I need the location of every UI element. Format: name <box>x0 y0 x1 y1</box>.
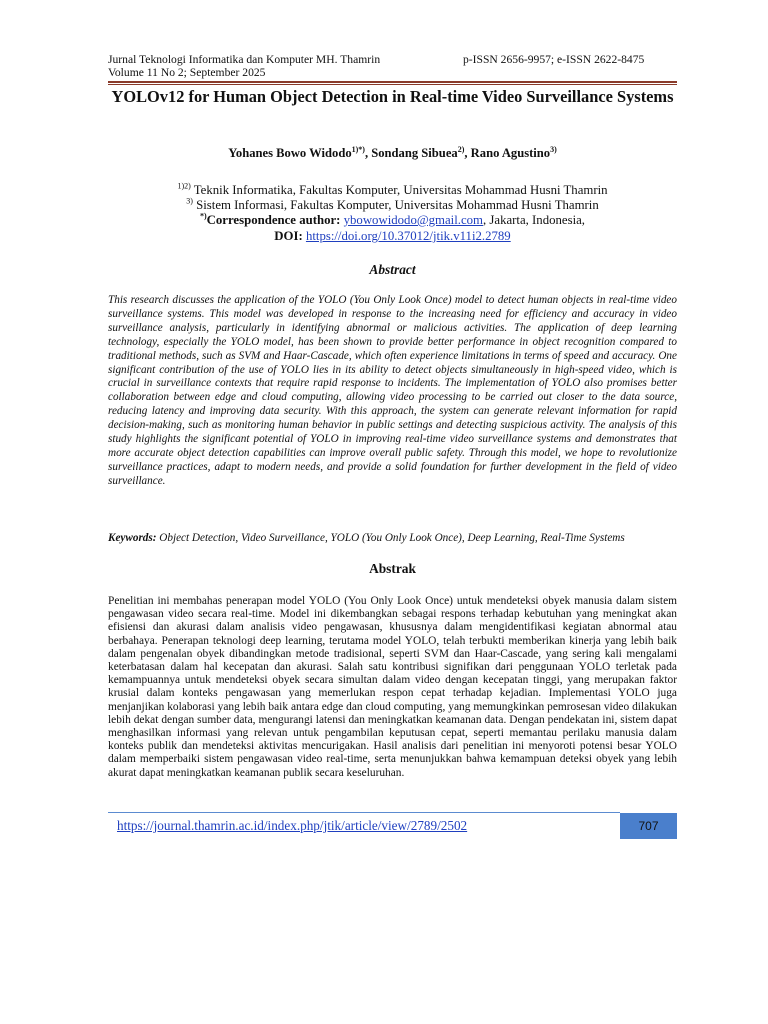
author-separator: , <box>464 146 471 160</box>
keywords-text: Object Detection, Video Surveillance, YOLO (You Only Look Once), Deep Learning, Real-Time Systems <box>156 532 625 544</box>
affiliation-text: Teknik Informatika, Fakultas Komputer, Universitas Mohammad Husni Thamrin <box>190 183 608 197</box>
abstract-body: This research discusses the application of the YOLO (You Only Look Once) model to detect human objects in real-time video surveillance systems. This model was developed in response to the increasing need for efficiency and accuracy in video surveillance analysis, particularly in identifying abnormal or malicious activities. The application of deep learning technology, especially the YOLO model, has been shown to provide better performance in object recognition compared to traditional methods, such as SVM and Haar-Cascade, which often experience limitations in terms of speed and accuracy. One significant contribution of the use of YOLO lies in its ability to detect objects simultaneously in high-speed video, which is crucial in surveillance contexts that require rapid response to incidents. The implementation of YOLO also promises better collaboration between edge and cloud computing, allowing video processing to be carried out closer to the data source, reducing latency and improving data security. With this approach, the system can generate relevant information for rapid decision-making, such as monitoring human behavior in public settings and detecting suspicious activity. The analysis of this study highlights the significant potential of YOLO in improving real-time video surveillance systems and demonstrates that more accurate object detection capabilities can improve overall public safety. Through this model, we hope to revolutionize surveillance practices, adapt to modern needs, and provide a solid foundation for further development in the field of video surveillance. <box>108 294 677 487</box>
doi-label: DOI: <box>274 229 306 243</box>
header-rule-thin <box>108 84 677 85</box>
paper-title: YOLOv12 for Human Object Detection in Real-time Video Surveillance Systems <box>111 87 674 106</box>
page-number-box <box>620 813 677 839</box>
keywords-label: Keywords: <box>108 532 157 544</box>
affiliation-2 <box>108 197 677 213</box>
author-sup: 2) <box>457 144 465 154</box>
affiliation-sup: 1)2) <box>177 181 191 191</box>
correspondence-location: , Jakarta, Indonesia, <box>483 213 585 227</box>
footer-article-link[interactable]: https://journal.thamrin.ac.id/index.php/jtik/article/view/2789/2502 <box>117 818 468 833</box>
correspondence-email-link[interactable]: ybowowidodo@gmail.com <box>343 213 484 227</box>
author-name: Yohanes Bowo Widodo <box>228 146 352 160</box>
author-name: Rano Agustino <box>470 146 551 160</box>
correspondence-line <box>108 212 677 228</box>
affiliation-sup: 3) <box>186 196 193 206</box>
correspondence-label: Correspondence author: <box>206 213 344 227</box>
page-number: 707 <box>638 819 659 833</box>
footer-rule <box>108 812 620 813</box>
keywords-line <box>108 532 677 545</box>
abstrak-body: Penelitian ini membahas penerapan model YOLO (You Only Look Once) untuk mendeteksi obyek manusia dalam sistem pengawasan video secara real-time. Model ini dikembangkan sebagai respons terhadap kebutuhan yang meningkat akan efisiensi dan akurasi dalam analisis video pengawasan, khususnya dalam mengidentifikasi kegiatan abnormal atau berbahaya. Penerapan teknologi deep learning, terutama model YOLO, telah terbukti memberikan kinerja yang lebih baik dalam pengenalan obyek dibandingkan metode tradisional, seperti SVM dan Haar-Cascade, yang sering kali mengalami keterbatasan dalam hal kecepatan dan akurasi. Salah satu kontribusi signifikan dari penggunaan YOLO terletak pada kemampuannya untuk mendeteksi obyek secara simultan dalam video dengan kecepatan tinggi, yang merupakan faktor krusial dalam konteks pengawasan yang memerlukan respon cepat terhadap kejadian. Implementasi YOLO juga menjanjikan kolaborasi yang lebih baik antara edge dan cloud computing, yang memungkinkan pemrosesan video dilakukan lebih dekat dengan sumber data, mengurangi latensi dan meningkatkan keamanan data. Dengan pendekatan ini, sistem dapat menghasilkan informasi yang relevan untuk pengambilan keputusan cepat, seperti memantau perilaku manusia dalam konteks publik dan mendeteksi aktivitas mencurigakan. Hasil analisis dari penelitian ini menyoroti potensi besar YOLO dalam memperbaiki sistem pengawasan video real-time, serta menunjukkan bahwa kemampuan deteksi obyek yang lebih akurat dapat meningkatkan keamanan publik secara keseluruhan. <box>108 595 677 779</box>
issn-info: p-ISSN 2656-9957; e-ISSN 2622-8475 <box>463 53 645 66</box>
author-sup: 1)*) <box>351 144 365 154</box>
journal-name: Jurnal Teknologi Informatika dan Komputer MH. Thamrin <box>108 53 381 66</box>
doi-link[interactable]: https://doi.org/10.37012/jtik.v11i2.2789 <box>305 229 511 243</box>
abstract-heading: Abstract <box>369 262 416 277</box>
author-sup: 3) <box>550 144 557 154</box>
volume-info: Volume 11 No 2; September 2025 <box>108 66 266 79</box>
doi-line <box>108 228 677 244</box>
author-separator: , <box>364 146 372 160</box>
abstrak-heading: Abstrak <box>369 561 416 576</box>
correspondence-sup: *) <box>199 211 207 221</box>
affiliation-1 <box>108 182 677 198</box>
author-name: Sondang Sibuea <box>371 146 458 160</box>
author-list <box>108 146 677 161</box>
header-rule-thick <box>108 81 677 83</box>
affiliation-text: Sistem Informasi, Fakultas Komputer, Universitas Mohammad Husni Thamrin <box>192 198 599 212</box>
